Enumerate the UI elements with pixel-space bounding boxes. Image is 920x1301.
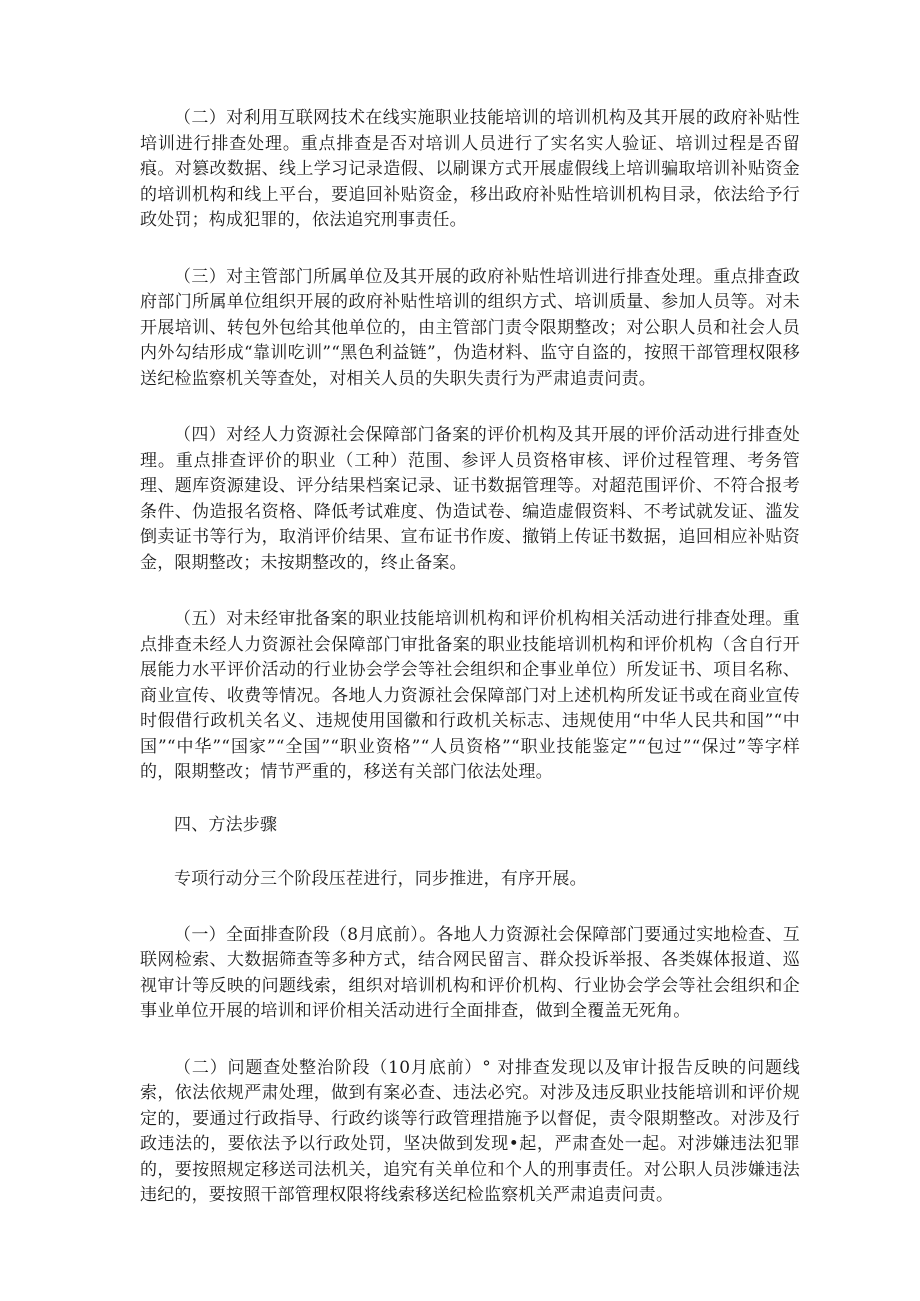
paragraph-stage-two: （二）问题查处整治阶段（10月底前）° 对排查发现以及审计报告反映的问题线索，依法依规严肃处理，做到有案必查、违法必究。对涉及违反职业技能培训和评价规定的，要通过行政指导、行政约谈等行政管理措施予以督促，责令限期整改。对涉及行政违法的，要依法予以行政处罚，坚决做到发现•起，严肃查处一起。对涉嫌违法犯罪的，要按照规定移送司法机关，追究有关单位和个人的刑事责任。对公职人员涉嫌违法违纪的，要按照干部管理权限将线索移送纪检监察机关严肃追责问责。 [140,1057,800,1205]
paragraph-stage-one: （一）全面排查阶段（8月底前）。各地人力资源社会保障部门要通过实地检查、互联网检索、大数据筛查等多种方式，结合网民留言、群众投诉举报、各类媒体报道、巡视审计等反映的问题线索，组织对培训机构和评价机构、行业协会学会等社会组织和企事业单位开展的培训和评价相关活动进行全面排查，做到全覆盖无死角。 [140,924,800,1021]
paragraph-unapproved-institutions: （五）对未经审批备案的职业技能培训机构和评价机构相关活动进行排查处理。重点排查未经人力资源社会保障部门审批备案的职业技能培训机构和评价机构（含自行开展能力水平评价活动的行业协会学会等社会组织和企事业单位）所发证书、项目名称、商业宣传、收费等情况。各地人力资源社会保障部门对上述机构所发证书或在商业宣传时假借行政机关名义、违规使用国徽和行政机关标志、违规使用“中华人民共和国”“中国”“中华”“国家”“全国”“职业资格”“人员资格”“职业技能鉴定”“包过”“保过”等字样的，限期整改；情节严重的，移送有关部门依法处理。 [140,609,800,782]
paragraph-evaluation-institutions: （四）对经人力资源社会保障部门备案的评价机构及其开展的评价活动进行排查处理。重点排查评价的职业（工种）范围、参评人员资格审核、评价过程管理、考务管理、题库资源建设、评分结果档案记录、证书数据管理等。对超范围评价、不符合报考条件、伪造报名资格、降低考试难度、伪造试卷、编造虚假资料、不考试就发证、滥发倒卖证书等行为，取消评价结果、宣布证书作废、撤销上传证书数据，追回相应补贴资金，限期整改；未按期整改的，终止备案。 [140,425,800,573]
paragraph-online-training: （二）对利用互联网技术在线实施职业技能培训的培训机构及其开展的政府补贴性培训进行排查处理。重点排查是否对培训人员进行了实名实人验证、培训过程是否留痕。对篡改数据、线上学习记录造假、以刷课方式开展虚假线上培训骗取培训补贴资金的培训机构和线上平台，要追回补贴资金，移出政府补贴性培训机构目录，依法给予行政处罚；构成犯罪的，依法追究刑事责任。 [140,108,800,230]
section-heading: 四、方法步骤 [174,814,278,835]
intro-paragraph: 专项行动分三个阶段压茬进行，同步推进，有序开展。 [174,869,587,889]
paragraph-affiliated-units: （三）对主管部门所属单位及其开展的政府补贴性培训进行排查处理。重点排查政府部门所属单位组织开展的政府补贴性培训的组织方式、培训质量、参加人员等。对未开展培训、转包外包给其他单位的，由主管部门责令限期整改；对公职人员和社会人员内外勾结形成“靠训吃训”“黑色利益链”，伪造材料、监守自盗的，按照干部管理权限移送纪检监察机关等查处，对相关人员的失职失责行为严肃追责问责。 [140,266,800,389]
